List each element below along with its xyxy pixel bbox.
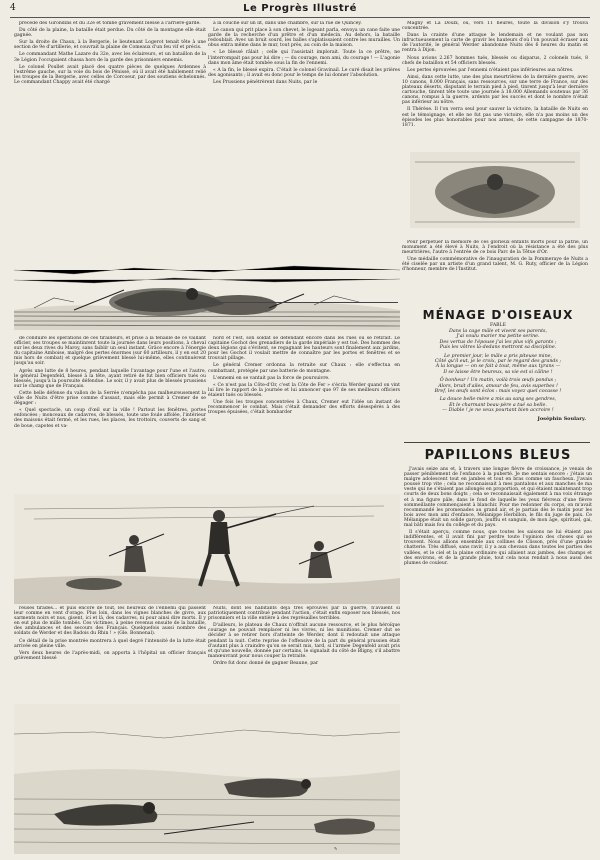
col1-mid-text (14, 336, 206, 492)
paragraph: à la couche sur un lit, dans une chambre, sur la rue de Quincey. (213, 21, 362, 26)
newspaper-title: Le Progrès Illustré (243, 3, 357, 14)
paragraph: nord et l'est, son soldat se défendant encore dans les rues ou se retirait. Le capitaine Gochot des grenadiers de la garde impériale y est tué. Des hommes des deux légions qui s'évitent, se regagnant les hauteurs sont finalement aux jardins, pour les Gochot il voulait mettre de connaître par les portes et fenêtres et se trouvait pillage. (208, 336, 400, 362)
paragraph: Vers deux heures de l'après-midi, on apporta à l'hôpital un officier français grièvement blessé (14, 650, 206, 661)
paragraph: J'avais seize ans et, à travers une longue fièvre de croissance, je venais de passer péniblement de l'enfance à la puberté. Je me sentais encore : j'étais un malgre adolescent tout en jambes et tout en bras comme un faucheux. J'avais poussé trop vite ; cela ne reconnaissait à mes pantalons et aux manches de ma veste qui ne s'étaient pas allongés en proportion, et qui étaient maintenant trop courts de deux bons doigts ; cela se reconnaissait également à ma voix étrange et à ma figure pâle, dans le fond de laquelle les yeux fiévreux d'une fièvre sommeillante commençaient à blanchir. Pour me redonner du corps, on m'avait recommandé les promenades au grand air, et je partais dès le matin pour les bois avec mon ami d'enfance, Mélanippe Herbillon, le fils du juge de paix. Ce Mélanippe était un solide garçon, joufflu et sanguin, de mon âge, spirituel, gai, mal bâti mais fou du collège et du pays. (404, 467, 592, 529)
papillons-section (404, 446, 592, 854)
monument-illustration (410, 152, 580, 228)
paragraph: Les pertes éprouvées par l'ennemi n'étaient pas inférieures aux nôtres. (407, 67, 574, 73)
col2-top-text (208, 21, 400, 263)
col2-bottom-text (208, 606, 400, 702)
col1-bottom-text (14, 606, 206, 702)
paragraph: Magny et La Doulx, où, vers 11 heures, toute la division s'y trouva concentrée. (402, 21, 588, 32)
battlefield-illustration (14, 250, 400, 330)
paragraph: Nuits, dont les habitants déjà très éprouvés par la guerre, n'avaient si patriotiquement contribué pendant l'action, c'était enfin exposer nos blessés, nos prisonniers et la ville entière à des représailles terribles. (208, 606, 400, 622)
paragraph: Le canon qui prit place à son chevet, le logeant parla, envoya un cane faite une garde de la recherche d'un prêtre et d'un médecin. Au dehors, la bataille redoublait. Avec un bruit sourd, les balles s'aplatissaient contre les murailles. Un obus entra même dans le mur, tout près, au coin de la maison. (208, 28, 400, 49)
paragraph: Le commandant Mathe Lazare du 32e, avec les éclaireurs, et un bataillon de la 3e Légion l'occupaient chassa hors de la garde des prisonniers ennemis. (14, 52, 206, 63)
col3-mid-text (402, 240, 588, 302)
paragraph: Nous avions 2.267 hommes tués, blessés ou disparus, 2 colonels tués, 8 chefs de bataillon et 54 officiers blessés. (402, 55, 588, 66)
battlefield-drawing (14, 250, 400, 330)
paragraph: « A la fin, le blessé expira. C'était le colonel Gravinail. Le curé disait les prières des agonisants ; il avait eu donc pour le temps de lui donner l'absolution. (208, 67, 400, 78)
paragraph: Une fois les troupes concentrées à Chaux, Cremer eut l'idée un instant de recommencer le combat. Mais c'était demander des efforts désespérés à des troupes épuisées, c'était bombarder (208, 400, 400, 416)
charge-illustration (14, 494, 400, 604)
artist-signature-mark: ✎ (334, 846, 338, 851)
col2-mid-text (208, 336, 400, 492)
paragraph: D'ailleurs, le plateau de Chaux n'offrait aucune ressource, et le plus héroïque courage ne pouvait remplacer ni les vivres, ni les munitions. Cremer dut se décider à se retirer hors d'atteinte de Werder, dont il redoutait une attaque pendant la nuit. Cette reprise de l'offensive de la part du général prussien était d'autant plus à craindre qu'on se serait mis, tard, si l'armée Degenfeld avait pris et qu'une nouvelle, donnée par certains, le signalait du côté de Bligny, s'il abattre manœuvrant pour nous couper la retraite. (208, 623, 400, 659)
col1-top-text (14, 21, 206, 263)
paragraph: Il s'était aperçu, comme nous, que toutes les saisons ne lui étaient pas indifférentes, et il avait fini par perdre toute l'opinion des choses qui se trouvent. Nous allions ensemble aux collines de Clisson, près d'une grande chatterie. Très diffusé, sans ravir, il y a aux chevaux dans toutes les parties des vallées, et le ciel et la plaine ordinaire qui allaient aux jambes, des champs et des environs, et de la grande pluie, tout cela nous rendait à nous aussi des plumes de couleur. (404, 530, 592, 566)
paragraph: Ainsi, dans cette lutte, une des plus meurtrières de la dernière guerre, avec 10 canons, 8.000 Français, sans ressources, sur une terre de France, sur des plateaux déserts, disputant le terrain pied à pied, tinrent jusqu'à leur dernière cartouche, tinrent tête toute une journée à 18.000 Allemands soutenus par 36 canons, rompus à la guerre, ardents par les succès et dont le nombre n'était pas inférieur au nôtre. (402, 74, 588, 106)
fallen-soldiers-illustration (14, 704, 400, 854)
masthead (10, 3, 590, 18)
paragraph: Le général Cremer ordonna la retraite sur Chaux : elle s'effectua en combattant, protégée par une batterie de montagne. (208, 363, 400, 374)
divider (208, 302, 398, 303)
paragraph: Après une lutte de 8 heures, pendant laquelle l'avantage pour l'une et l'autre, le général Degenfeld, blessé à la tête, ayant retiré de fut bien officiers tués ou blessés, jusqu'à la poursuite défendue. Le soir, il y avait plus de blessés prussiens sur le champ que de Français. (14, 368, 206, 389)
poem-stanza: Le premier jour, le mâle a pris piteuse mine, Côté qu'il eut, je le croix, par le regard des grands ; À la longue — on se fait à tout, même aux tyrans — Il se laisse être heureux, sa vie est si câline ! (434, 353, 562, 375)
paragraph: Les Prussiens pénétrèrent dans Nuits, par le (213, 79, 318, 85)
menage-subtitle: FABLE (490, 323, 506, 328)
fallen-soldiers-drawing (14, 704, 400, 854)
paragraph: reuses tirades... et puis encore de tout, les heureux de l'ennemi qui passent leur comme en vent d'orage. Plus loin, dans les vignes blanches de givre, aux sarments noirs et nus, gisent, ici et là, des cadavres, ni pour ainsi dire morts. Il y en eut plus de mille tombés. Ces victimes, à peine revenus ensuite de la bataille, des ambulances et des secours des Français. Quelquefois aussi nombre des soldats de Werder et des Badois du Rhin ! » (Gle. Bonnenal). (14, 606, 206, 637)
poem-stanza: Dans la cage mâle et vivent ses parents, J'ai voulu marier ma petite serine. Des vertus de l'épouse j'ai les plus vifs garants ; Puis les vôtres là-dedans mettront sa discipline. (439, 329, 557, 351)
menage-headline: MÉNAGE D'OISEAUX (422, 308, 574, 322)
paragraph: Cette belle défense du vallon de la Serrée n'empêcha pas malheureusement la ville de Nuits d'être prise comme d'assaut, mais elle permit à Cremer de se dégager : (14, 390, 206, 407)
poem-stanza: Ô bonheur ! Un matin, voilà trois œufs pondus ; Alors, bruit d'ailes, amour de feu, avis superbes ! Bref, les œufs sont éclos : mais voyez quel cocasse ! (434, 378, 562, 395)
paragraph: « Le blessé râlait ; celle qui l'assistait implorait. Toute la ce prêtre, ne l'interrompait pas pour lui dire ; — du courage, mon ami, du courage ! — L'agonie dans mon âme était tombée sous la fin de l'ennemi. (208, 50, 400, 66)
divider (404, 442, 590, 443)
paragraph: « Ce n'est pas la Côte-d'Or, c'est la Côte de Fer » s'écria Werder quand on vint lui lire le rapport de la journée et lui annoncer que 97 de ses meilleurs officiers étaient tués ou blessés. (208, 382, 400, 398)
page-number: 4 (10, 3, 16, 13)
paragraph: Ordre fut donc donné de gagner Beaune, par (213, 660, 319, 666)
menage-section (404, 306, 592, 442)
paragraph: Une médaille commémorative de l'inauguration de la Pommeraye de Nuits a été ciselée par un artiste d'un grand talent, M. G. Ruty, officier de la Légion d'honneur, membre de l'Institut. (402, 257, 588, 273)
paragraph: Du côté de la plaine, la bataille était perdue. Du côté de la montagne elle était gagnée. (14, 28, 206, 39)
paragraph: Dans la crainte d'une attaque le lendemain et ne voulant pas non infructueusement la carte de gravir les hauteurs d'où l'on pouvait écraser aux de l'autorité, le général Werder abandonne Nuits dès 6 heures du matin et rentra à Dijon. (402, 33, 588, 54)
paragraph: Le colonel Poullet avait placé des quatre pièces de quelques Ardennes à l'extrême gauche, sur la voie du bois de Pénissé, où il avait été habilement relié les troupes de la Bergerie, avec celles de Corcoeur, par des soutiens échelonnés. Le commandant Chappy avait été chargé (14, 64, 206, 85)
charge-drawing (14, 494, 400, 604)
poem-signature: Joséphin Soulary. (537, 415, 586, 422)
paragraph: Pour perpétuer la mémoire de ces glorieux enfants morts pour la patrie, un monument a été élevé à Nuits, à l'endroit où la résistance a été des plus meurtrières, l'autre à l'entrée de ce bois Parc de la Têtue d'Or. (402, 240, 588, 256)
paragraph: de conduire les opérations de ces tirailleurs, et prise à la tenaille de ce vaillant officier, ses troupes se maintinrent toute la journée dans leurs positions, à cheval sur les deux rives du Maroy, sans faiblir un seul instant. Grâce encore à l'énergie du capitaine Amboise, malgré des pertes énormes (sur 60 artilleurs, il y en eut 20 mis hors de combat) et quelque grièvement blessé lui-même, elles continuèrent jusqu'au soir. (14, 336, 206, 367)
poem-stanza: La douce belle-mère a mis au sang ses gendres, Et le charmant beau-père a tué sa belle. — Diable ! je ne veux pourtant bien accroire ! (439, 397, 557, 414)
monument-drawing (410, 152, 580, 228)
paragraph: Il Thérèse. Il l'on verra seul pour sauver la victoire, la bataille de Nuits en est le témoignage, et elle ne fut pas une victoire, elle n'a pas moins un des épisodes les plus honorables pour nos armes, de cette campagne de 1870-1871. (402, 107, 588, 128)
papillons-headline: PAPILLONS BLEUS (424, 448, 572, 463)
paragraph: « Quel spectacle, un coup d'œil sur la ville ! Partout les fenêtres, portes enfoncées ; monceaux de cadavres, de blessés, toute une foule affolée, l'intérieur des maisons était fermé, et les rues, les places, les trottoirs, couverts de sang et de boue, capotes et va- (14, 408, 206, 429)
paragraph: Ce détail de la prise montrée montrera à quel degré l'intensité de la lutte était arrivée en pleine ville. (14, 638, 206, 649)
paragraph: précédé des Girondins et du 32e et tombe gravement blessé à l'arrière-garde. (19, 21, 201, 26)
paragraph: Sur la droite de Chaux, à la Bergerie, le lieutenant Logerot tenait tête à une section de 9e d'artillerie, et couvrait la plaine de Comeaux d'un feu vif et précis. (14, 40, 206, 51)
paragraph: L'ennemi en se vantait pas la force de poursuivre. (213, 375, 330, 381)
